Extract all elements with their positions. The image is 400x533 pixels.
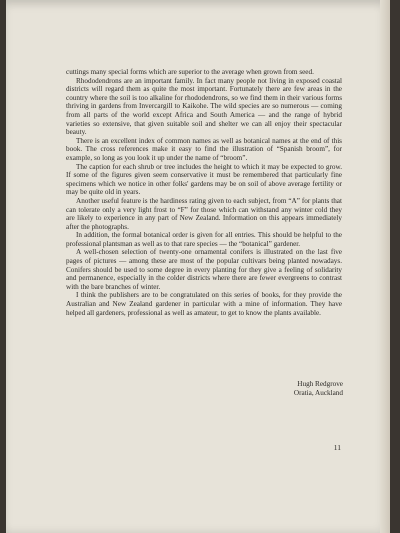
paragraph: In addition, the formal botanical order is given for all entries. This should be helpful to the professional plantsman as well as to that rare species — the “botanical” gardener.	[66, 231, 342, 248]
paragraph: The caption for each shrub or tree includes the height to which it may be expected to grow. If some of the figures given seem conservative it must be remembered that particularly fine specimens which we notice in other folks' gardens may be on soil of above average fertility or may be quite old in years.	[66, 162, 342, 197]
author-signature	[294, 380, 343, 398]
paragraph: Another useful feature is the hardiness rating given to each subject, from “A” for plants that can tolerate only a very light frost to “F” for those which can withstand any winter cold they are likely to experience in any part of New Zealand. Information on this appears immediately after the photographs.	[66, 196, 342, 231]
paragraph: There is an excellent index of common names as well as botanical names at the end of this book. The cross references make it easy to find the illustration of “Spanish broom”, for example, so long as you look it up under the name of “broom”.	[66, 136, 342, 162]
body-text	[66, 68, 342, 317]
page-number: 11	[333, 443, 341, 452]
page-edge	[380, 0, 390, 533]
paragraph: A well-chosen selection of twenty-one ornamental conifers is illustrated on the last five pages of pictures — among these are most of the popular cultivars being planted nowadays. Conifers should be used to some degree in every planting for they give a feeling of solidarity and permanence, especially in the colder districts where there are fewer evergreens to contrast with the bare branches of winter.	[66, 248, 342, 291]
paragraph: Rhododendrons are an important family. In fact many people not living in exposed coastal districts will regard them as quite the most important. Fortunately there are few areas in the country where the soil is too alkaline for rhododendrons, so we find them in their various forms thriving in gardens from Invercargill to Kaikohe. The wild species are so numerous — coming from all parts of the world except Africa and South America — and the range of hybrid varieties so extensive, that given suitable soil and shelter we can all enjoy their spectacular beauty.	[66, 76, 342, 137]
paragraph: cuttings many special forms which are superior to the average when grown from seed.	[66, 68, 314, 76]
author-name: Hugh Redgrove	[297, 380, 343, 388]
paragraph: I think the publishers are to be congratulated on this series of books, for they provide the Australian and New Zealand gardener in particular with a mine of information. They have helped all gardeners, professional as well as amateur, to get to know the plants available.	[66, 291, 342, 317]
author-location: Oratia, Auckland	[293, 389, 343, 397]
book-page	[6, 0, 390, 533]
